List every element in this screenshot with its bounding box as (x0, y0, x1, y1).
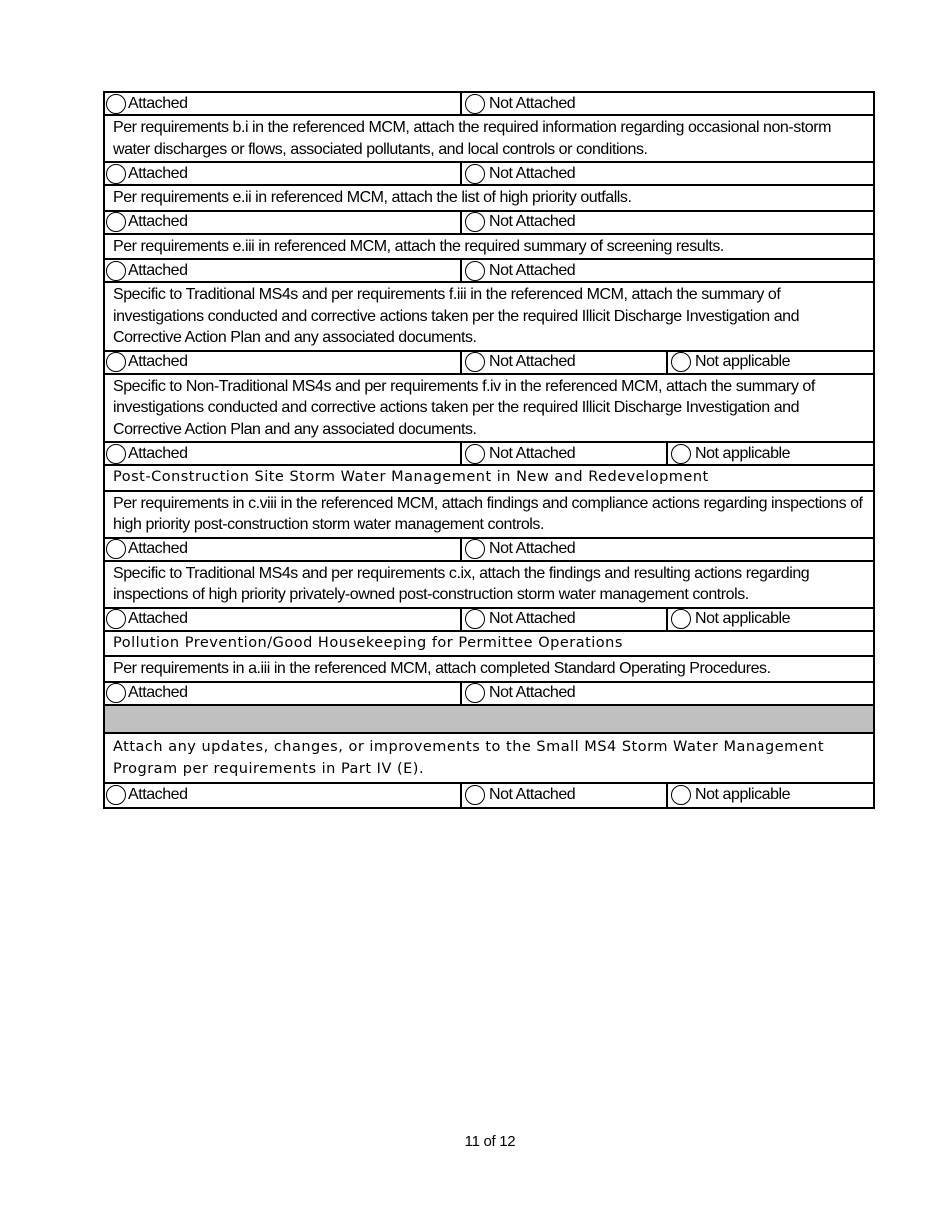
radio-button-not-applicable[interactable] (671, 785, 691, 805)
requirement-text-f-iv: Specific to Non-Traditional MS4s and per requirements f.iv in the referenced MCM, attach the summary of investigations conducted and corrective actions taken per the required Illicit Discharge Investigation and Corrective Action Plan and any associated documents. (105, 375, 873, 444)
option-attached[interactable] (105, 163, 462, 184)
radio-button-not-attached[interactable] (465, 352, 485, 372)
option-label-not-applicable: Not applicable (695, 353, 791, 370)
blank-section-header-bar (105, 706, 873, 734)
option-not-attached[interactable] (462, 93, 668, 114)
radio-button-not-attached[interactable] (465, 683, 485, 703)
radio-button-not-attached[interactable] (465, 539, 485, 559)
radio-button-attached[interactable] (106, 94, 126, 114)
option-row (105, 352, 873, 375)
option-label-attached: Attached (128, 444, 188, 462)
option-attached[interactable] (105, 443, 462, 464)
radio-button-not-attached[interactable] (465, 444, 485, 464)
option-label-not-attached: Not Attached (489, 353, 576, 370)
option-not-applicable[interactable] (668, 443, 873, 464)
option-not-attached[interactable] (462, 352, 668, 373)
option-label-not-attached: Not Attached (489, 94, 576, 112)
radio-button-attached[interactable] (106, 785, 126, 805)
requirement-text-b-i: Per requirements b.i in the referenced MCM, attach the required information regarding occasional non-storm water discharges or flows, associated pollutants, and local controls or conditions. (105, 116, 873, 163)
radio-button-not-attached[interactable] (465, 94, 485, 114)
option-row (105, 443, 873, 466)
option-row (105, 683, 873, 706)
radio-button-attached[interactable] (106, 212, 126, 232)
option-label-not-attached: Not Attached (489, 261, 576, 279)
option-label-attached: Attached (128, 261, 188, 279)
option-row (105, 93, 873, 116)
radio-button-attached[interactable] (106, 444, 126, 464)
radio-button-attached[interactable] (106, 352, 126, 372)
section-heading-pollution-prevention: Pollution Prevention/Good Housekeeping for Permittee Operations (105, 632, 873, 658)
radio-button-not-applicable[interactable] (671, 609, 691, 629)
option-attached[interactable] (105, 93, 462, 114)
option-not-attached[interactable] (462, 163, 668, 184)
option-label-not-applicable: Not applicable (695, 786, 791, 803)
option-not-attached[interactable] (462, 609, 668, 630)
option-attached[interactable] (105, 212, 462, 233)
requirement-text-c-viii: Per requirements in c.viii in the referenced MCM, attach findings and compliance actions regarding inspections of high priority post-construction storm water management controls. (105, 492, 873, 539)
option-row (105, 609, 873, 632)
option-not-applicable[interactable] (668, 784, 873, 807)
option-label-not-attached: Not Attached (489, 786, 576, 803)
option-row (105, 260, 873, 283)
option-row (105, 539, 873, 562)
radio-button-attached[interactable] (106, 164, 126, 184)
radio-button-not-applicable[interactable] (671, 352, 691, 372)
option-row (105, 163, 873, 186)
option-not-attached[interactable] (462, 539, 668, 560)
radio-button-not-applicable[interactable] (671, 444, 691, 464)
option-label-attached: Attached (128, 164, 188, 182)
option-label-attached: Attached (128, 353, 188, 370)
option-not-attached[interactable] (462, 683, 668, 704)
option-not-applicable[interactable] (668, 609, 873, 630)
option-not-attached[interactable] (462, 260, 668, 281)
requirement-text-f-iii: Specific to Traditional MS4s and per requirements f.iii in the referenced MCM, attach the summary of investigations conducted and corrective actions taken per the required Illicit Discharge Investigation and Corrective Action Plan and any associated documents. (105, 283, 873, 352)
radio-button-not-attached[interactable] (465, 785, 485, 805)
option-row (105, 212, 873, 235)
option-label-attached: Attached (128, 540, 188, 557)
option-attached[interactable] (105, 784, 462, 807)
requirement-text-e-iii: Per requirements e.iii in referenced MCM, attach the required summary of screening results. (105, 235, 873, 261)
option-label-not-attached: Not Attached (489, 610, 576, 627)
radio-button-attached[interactable] (106, 539, 126, 559)
option-not-attached[interactable] (462, 443, 668, 464)
option-label-attached: Attached (128, 94, 188, 112)
option-label-not-attached: Not Attached (489, 684, 576, 701)
option-not-applicable[interactable] (668, 352, 873, 373)
option-row (105, 784, 873, 807)
option-label-attached: Attached (128, 786, 188, 803)
option-attached[interactable] (105, 683, 462, 704)
radio-button-attached[interactable] (106, 683, 126, 703)
option-label-not-applicable: Not applicable (695, 444, 791, 462)
option-label-not-applicable: Not applicable (695, 610, 791, 627)
option-label-attached: Attached (128, 684, 188, 701)
option-attached[interactable] (105, 609, 462, 630)
radio-button-not-attached[interactable] (465, 164, 485, 184)
option-attached[interactable] (105, 260, 462, 281)
option-label-not-attached: Not Attached (489, 540, 576, 557)
option-not-attached[interactable] (462, 212, 668, 233)
option-label-not-attached: Not Attached (489, 164, 576, 182)
radio-button-not-attached[interactable] (465, 261, 485, 281)
program-updates-text: Attach any updates, changes, or improvements to the Small MS4 Storm Water Management Program per requirements in Part IV (E). (105, 734, 873, 784)
option-not-attached[interactable] (462, 784, 668, 807)
requirement-text-e-ii: Per requirements e.ii in referenced MCM, attach the list of high priority outfalls. (105, 186, 873, 212)
option-attached[interactable] (105, 539, 462, 560)
option-attached[interactable] (105, 352, 462, 373)
section-heading-post-construction: Post-Construction Site Storm Water Management in New and Redevelopment (105, 466, 873, 492)
option-label-attached: Attached (128, 213, 188, 230)
option-label-attached: Attached (128, 610, 188, 627)
requirement-text-c-ix: Specific to Traditional MS4s and per requirements c.ix, attach the findings and resulting actions regarding inspections of high priority privately-owned post-construction storm water management controls. (105, 562, 873, 609)
option-label-not-attached: Not Attached (489, 444, 576, 462)
option-label-not-attached: Not Attached (489, 213, 576, 230)
radio-button-attached[interactable] (106, 609, 126, 629)
attachment-checklist-table (103, 91, 875, 809)
requirement-text-a-iii: Per requirements in a.iii in the referenced MCM, attach completed Standard Operating Procedures. (105, 657, 873, 683)
radio-button-attached[interactable] (106, 261, 126, 281)
radio-button-not-attached[interactable] (465, 609, 485, 629)
page-number: 11 of 12 (464, 1133, 516, 1150)
radio-button-not-attached[interactable] (465, 212, 485, 232)
